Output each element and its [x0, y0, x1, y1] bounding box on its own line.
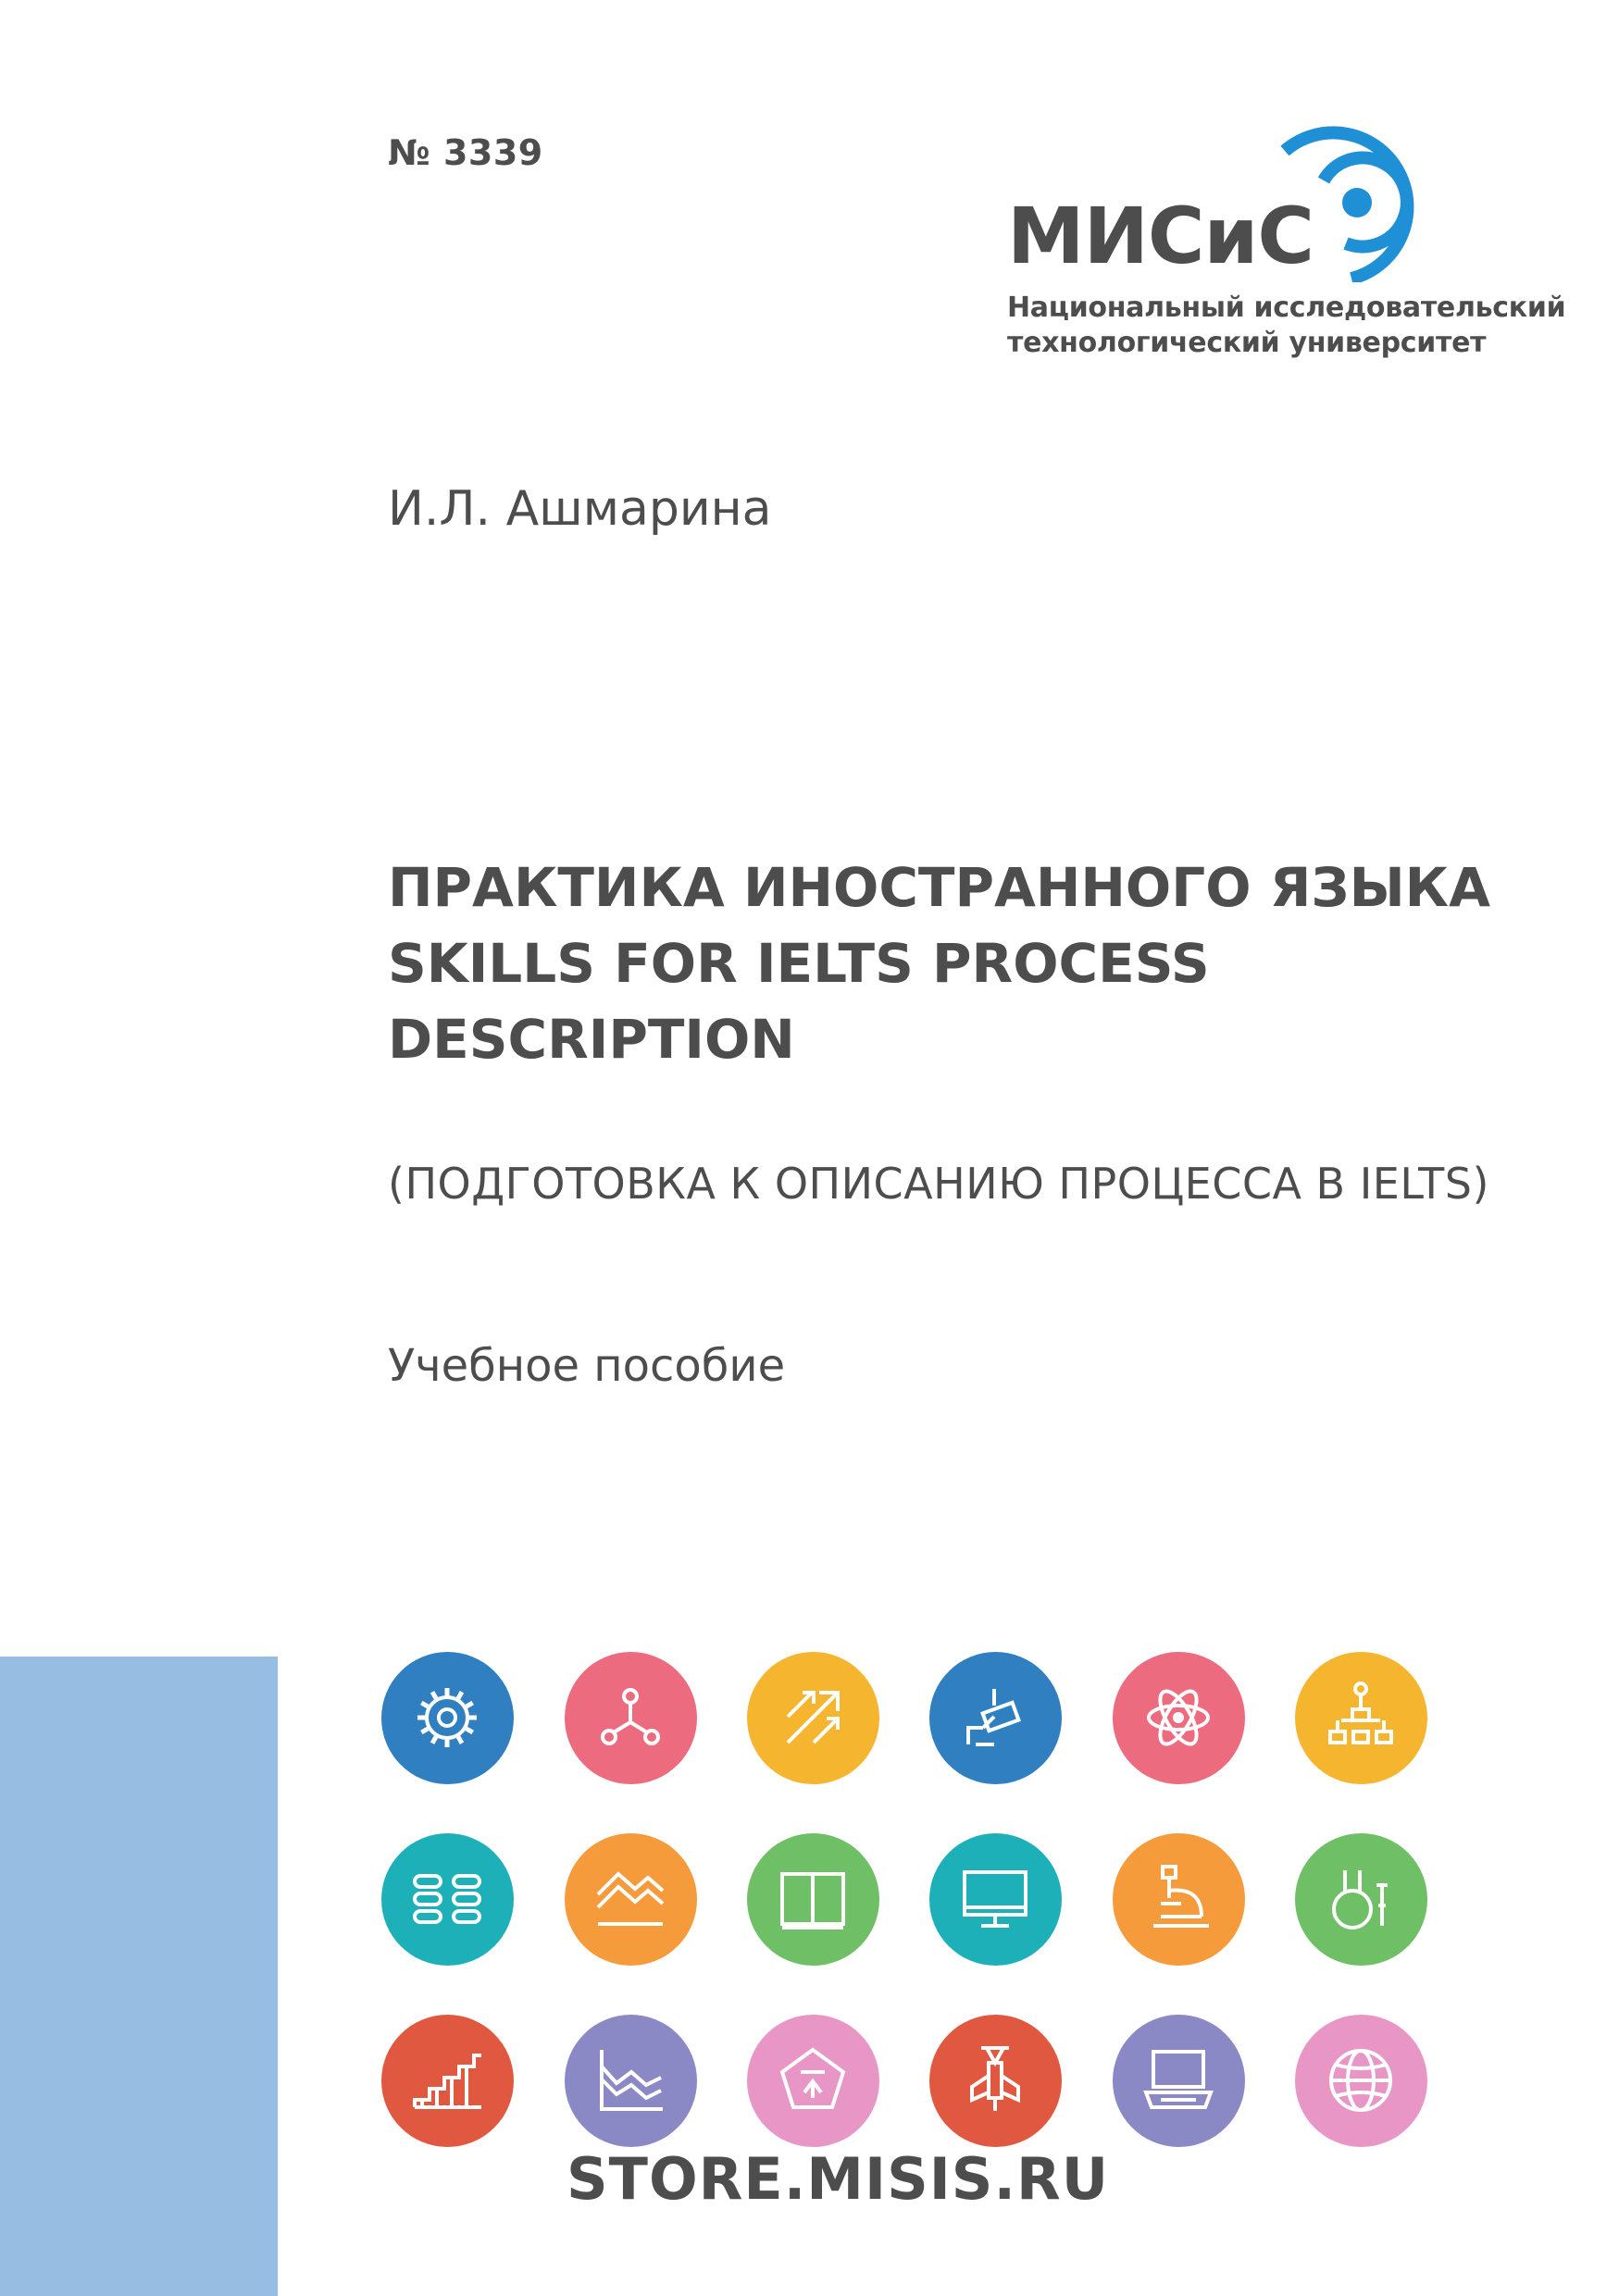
- flask-icon: [1295, 1833, 1427, 1966]
- publisher-logo: [1007, 125, 1566, 366]
- molecule-icon: [565, 1652, 697, 1784]
- stairs-icon: [381, 2015, 514, 2147]
- author: И.Л. Ашмарина: [388, 481, 772, 537]
- abacus-icon: [381, 1833, 514, 1966]
- book-subtitle: (ПОДГОТОВКА К ОПИСАНИЮ ПРОЦЕССА В IELTS): [388, 1159, 1489, 1209]
- title-line: ПРАКТИКА ИНОСТРАННОГО ЯЗЫКА: [388, 856, 1490, 919]
- logo-subtitle-line1: Национальный исследовательский: [1007, 292, 1566, 324]
- globe-icon: [1295, 2015, 1427, 2147]
- laptop-icon: [1113, 2015, 1245, 2147]
- microscope-icon: [1113, 1833, 1245, 1966]
- arrows-icon: [747, 1652, 879, 1784]
- monitor-icon: [929, 1833, 1062, 1966]
- gear-icon: [381, 1652, 514, 1784]
- pentagon-icon: [747, 2015, 879, 2147]
- icon-grid: [381, 1652, 1492, 2059]
- issue-number: № 3339: [388, 132, 543, 173]
- logo-subtitle-line2: технологический университет: [1007, 327, 1487, 359]
- logo-rings-icon: [1250, 125, 1472, 282]
- mountains-icon: [565, 1833, 697, 1966]
- title-line: DESCRIPTION: [388, 1008, 795, 1071]
- book-title: [388, 850, 1554, 1077]
- atom-icon: [1113, 1652, 1245, 1784]
- graph-icon: [565, 2015, 697, 2147]
- hierarchy-icon: [1295, 1652, 1427, 1784]
- crane-icon: [929, 1652, 1062, 1784]
- title-line: SKILLS FOR IELTS PROCESS: [388, 932, 1210, 995]
- store-url: STORE.MISIS.RU: [567, 2145, 1110, 2213]
- side-color-bar: [0, 1657, 278, 2296]
- document-type: Учебное пособие: [388, 1340, 786, 1392]
- rocket-icon: [929, 2015, 1062, 2147]
- book-icon: [747, 1833, 879, 1966]
- logo-wordmark: МИСиС: [1007, 191, 1314, 281]
